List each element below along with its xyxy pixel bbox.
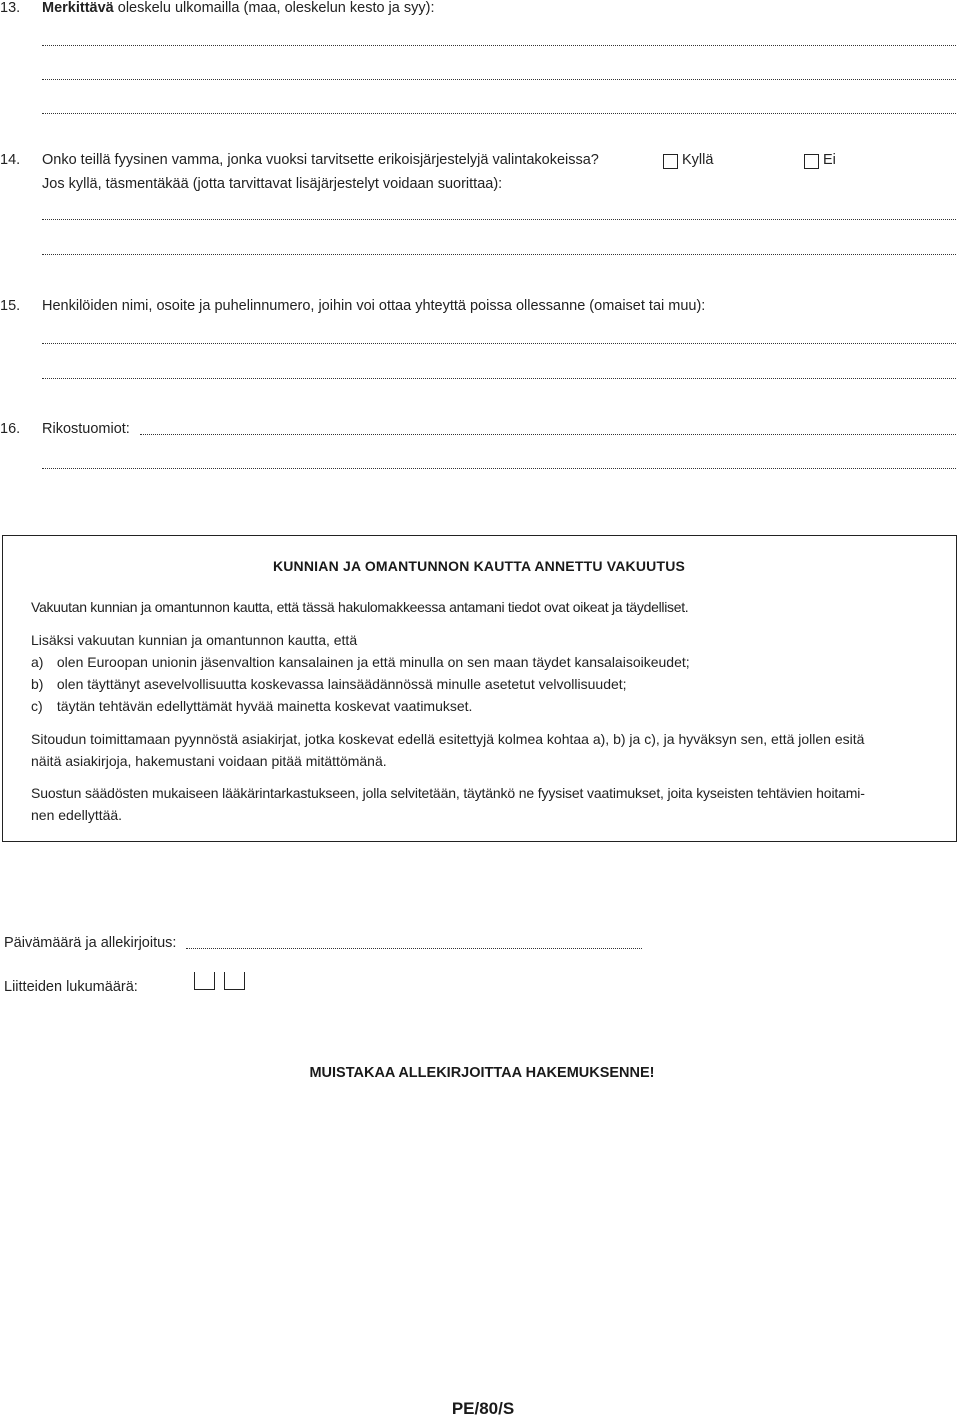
answer-line-13-3[interactable]: [42, 113, 956, 114]
question-14-followup: Jos kyllä, täsmentäkää (jotta tarvittavat lisäjärjestelyt voidaan suorittaa):: [42, 176, 503, 192]
answer-line-13-1[interactable]: [42, 45, 956, 46]
attachment-count-digit-2[interactable]: [224, 972, 245, 990]
declaration-paragraph-4-line-2: nen edellyttää.: [31, 807, 123, 823]
question-text: [42, 0, 434, 16]
question-number: 15.: [0, 298, 21, 314]
declaration-item-c: [31, 698, 472, 714]
checkbox-yes[interactable]: [663, 154, 678, 169]
signature-line[interactable]: [186, 948, 642, 949]
question-16: [0, 421, 140, 441]
answer-line-13-2[interactable]: [42, 79, 956, 80]
answer-line-15-1[interactable]: [42, 343, 956, 344]
declaration-item-a: [31, 654, 690, 670]
declaration-paragraph-1: Vakuutan kunnian ja omantunnon kautta, että tässä hakulomakkeessa antamani tiedot ovat oikeat ja täydelliset.: [31, 599, 689, 615]
declaration-paragraph-2-intro: Lisäksi vakuutan kunnian ja omantunnon kautta, että: [31, 632, 358, 648]
item-marker: a): [31, 654, 44, 670]
question-text: Henkilöiden nimi, osoite ja puhelinnumero, joihin voi ottaa yhteyttä poissa ollessanne (omaiset tai muu):: [42, 298, 706, 314]
question-15: [0, 298, 960, 318]
checkbox-yes-label: Kyllä: [682, 152, 714, 168]
declaration-box: [2, 535, 957, 842]
question-text: Onko teillä fyysinen vamma, jonka vuoksi tarvitsette erikoisjärjestelyjä valintakokeissa?: [42, 152, 599, 168]
answer-line-14-2[interactable]: [42, 254, 956, 255]
question-13: [0, 0, 960, 20]
checkbox-no-label: Ei: [823, 152, 836, 168]
item-marker: c): [31, 698, 43, 714]
question-number: 14.: [0, 152, 21, 168]
signature-reminder: MUISTAKAA ALLEKIRJOITTAA HAKEMUKSENNE!: [309, 1065, 655, 1081]
answer-line-16-1[interactable]: [140, 434, 956, 435]
answer-line-15-2[interactable]: [42, 378, 956, 379]
item-text: olen täyttänyt asevelvollisuutta koskevassa lainsäädännössä minulle asetetut velvollisuudet;: [56, 676, 627, 692]
question-number: 13.: [0, 0, 21, 16]
question-text: Rikostuomiot:: [42, 421, 130, 437]
item-text: täytän tehtävän edellyttämät hyvää mainetta koskevat vaatimukset.: [56, 698, 473, 714]
checkbox-no[interactable]: [804, 154, 819, 169]
attachments-label: Liitteiden lukumäärä:: [4, 979, 138, 995]
question-bold-word: Merkittävä: [42, 0, 114, 16]
signature-label: Päivämäärä ja allekirjoitus:: [4, 935, 177, 951]
attachment-count-digit-1[interactable]: [194, 972, 215, 990]
item-text: olen Euroopan unionin jäsenvaltion kansalainen ja että minulla on sen maan täydet kansalaisoikeudet;: [56, 654, 690, 670]
form-code: PE/80/S: [451, 1399, 515, 1418]
answer-line-14-1[interactable]: [42, 219, 956, 220]
declaration-title: KUNNIAN JA OMANTUNNON KAUTTA ANNETTU VAKUUTUS: [272, 558, 686, 574]
declaration-paragraph-3-line-2: näitä asiakirjoja, hakemustani voidaan pitää mitättömänä.: [31, 753, 387, 769]
question-rest: oleskelu ulkomailla (maa, oleskelun kesto ja syy):: [113, 0, 435, 16]
declaration-paragraph-4-line-1: Suostun säädösten mukaiseen lääkärintarkastukseen, jolla selvitetään, täytänkö ne fyysiset vaatimukset, joita kyseisten tehtävien hoitami-: [31, 785, 865, 801]
question-number: 16.: [0, 421, 21, 437]
declaration-item-b: [31, 676, 627, 692]
answer-line-16-2[interactable]: [42, 468, 956, 469]
declaration-paragraph-3-line-1: Sitoudun toimittamaan pyynnöstä asiakirjat, jotka koskevat edellä esitettyjä kolmea kohtaa a), b) ja c), ja hyväksyn sen, että jollen esitä: [31, 731, 865, 747]
item-marker: b): [31, 676, 44, 692]
